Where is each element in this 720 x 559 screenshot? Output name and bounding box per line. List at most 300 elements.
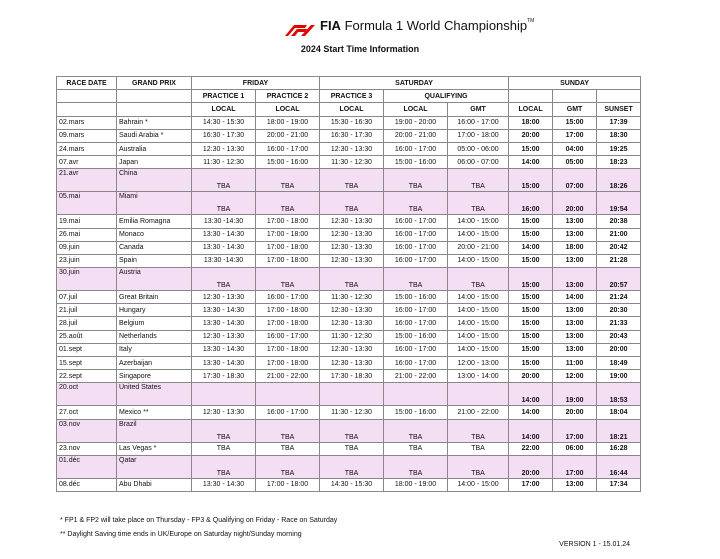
table-row (57, 142, 641, 155)
race-local-cell: 15:00 (509, 330, 553, 343)
race-date-cell: 26.mai (57, 228, 117, 241)
practice-2-cell: 17:00 - 18:00 (256, 215, 320, 228)
qualifying-gmt-cell: TBA (448, 268, 509, 291)
header-practice-1: PRACTICE 1 (192, 90, 256, 103)
qualifying-local-cell: 15:00 - 16:00 (384, 330, 448, 343)
header-local-p2: LOCAL (256, 103, 320, 116)
practice-1-cell: 11:30 - 12:30 (192, 156, 256, 169)
practice-3-cell: TBA (320, 169, 384, 192)
race-gmt-cell: 20:00 (553, 406, 597, 419)
race-date-cell: 09.mars (57, 129, 117, 142)
race-date-cell: 09.juin (57, 241, 117, 254)
header-qualifying: QUALIFYING (384, 90, 509, 103)
qualifying-gmt-cell: 17:00 - 18:00 (448, 129, 509, 142)
qualifying-gmt-cell: 21:00 - 22:00 (448, 406, 509, 419)
grand-prix-cell: Great Britain (117, 291, 192, 304)
race-date-cell: 15.sept (57, 357, 117, 370)
qualifying-gmt-cell: TBA (448, 455, 509, 478)
header-blank (597, 90, 641, 103)
race-local-cell: 14:00 (509, 406, 553, 419)
table-row (57, 370, 641, 383)
grand-prix-cell: Italy (117, 343, 192, 356)
sunset-cell: 20:42 (597, 241, 641, 254)
race-date-cell: 25.août (57, 330, 117, 343)
footnote-dst: ** Daylight Saving time ends in UK/Europe on Saturday night/Sunday morning (60, 531, 302, 538)
header-local-race: LOCAL (509, 103, 553, 116)
grand-prix-cell: Las Vegas * (117, 442, 192, 455)
race-local-cell: 16:00 (509, 192, 553, 215)
qualifying-local-cell: 15:00 - 16:00 (384, 406, 448, 419)
brand-name: Formula 1 World Championship (340, 18, 528, 33)
race-date-cell: 02.mars (57, 116, 117, 129)
practice-2-cell: 17:00 - 18:00 (256, 228, 320, 241)
race-local-cell: 14:00 (509, 383, 553, 406)
version-label: VERSION 1 - 15.01.24 (559, 541, 630, 548)
table-row (57, 343, 641, 356)
qualifying-local-cell: 16:00 - 17:00 (384, 228, 448, 241)
grand-prix-cell: Miami (117, 192, 192, 215)
table-row (57, 169, 641, 192)
table-row (57, 357, 641, 370)
sunset-cell: 18:04 (597, 406, 641, 419)
practice-3-cell: 12:30 - 13:30 (320, 228, 384, 241)
table-row (57, 192, 641, 215)
table-row (57, 455, 641, 478)
practice-3-cell: 12:30 - 13:30 (320, 241, 384, 254)
race-gmt-cell: 13:00 (553, 268, 597, 291)
practice-3-cell: TBA (320, 268, 384, 291)
race-gmt-cell: 15:00 (553, 116, 597, 129)
grand-prix-cell: Netherlands (117, 330, 192, 343)
practice-2-cell: 17:00 - 18:00 (256, 241, 320, 254)
qualifying-gmt-cell: 14:00 - 15:00 (448, 478, 509, 491)
qualifying-gmt-cell: 06:00 - 07:00 (448, 156, 509, 169)
grand-prix-cell: Japan (117, 156, 192, 169)
practice-1-cell: 13:30 - 14:30 (192, 343, 256, 356)
practice-3-cell: TBA (320, 455, 384, 478)
grand-prix-cell: Azerbaijan (117, 357, 192, 370)
practice-1-cell: 12:30 - 13:30 (192, 142, 256, 155)
race-gmt-cell: 19:00 (553, 383, 597, 406)
practice-3-cell: 11:30 - 12:30 (320, 406, 384, 419)
practice-2-cell: 20:00 - 21:00 (256, 129, 320, 142)
sunset-cell: 16:28 (597, 442, 641, 455)
sunset-cell: 20:00 (597, 343, 641, 356)
race-local-cell: 20:00 (509, 455, 553, 478)
grand-prix-cell: United States (117, 383, 192, 406)
qualifying-local-cell (384, 383, 448, 406)
sunset-cell: 18:21 (597, 419, 641, 442)
race-gmt-cell: 11:00 (553, 357, 597, 370)
qualifying-local-cell: TBA (384, 455, 448, 478)
grand-prix-cell: Hungary (117, 304, 192, 317)
sunset-cell: 19:54 (597, 192, 641, 215)
page-subtitle: 2024 Start Time Information (300, 44, 420, 54)
table-row (57, 129, 641, 142)
race-date-cell: 01.sept (57, 343, 117, 356)
practice-2-cell: 15:00 - 16:00 (256, 156, 320, 169)
practice-1-cell: 13:30 -14:30 (192, 254, 256, 267)
table-row (57, 228, 641, 241)
practice-2-cell: 17:00 - 18:00 (256, 317, 320, 330)
practice-1-cell: 13:30 - 14:30 (192, 478, 256, 491)
table-row (57, 478, 641, 491)
race-gmt-cell: 06:00 (553, 442, 597, 455)
grand-prix-cell: Saudi Arabia * (117, 129, 192, 142)
practice-3-cell: 12:30 - 13:30 (320, 357, 384, 370)
race-gmt-cell: 13:00 (553, 215, 597, 228)
practice-3-cell: 12:30 - 13:30 (320, 254, 384, 267)
qualifying-gmt-cell: TBA (448, 192, 509, 215)
qualifying-gmt-cell: 13:00 - 14:00 (448, 370, 509, 383)
practice-1-cell: TBA (192, 419, 256, 442)
practice-3-cell: 14:30 - 15:30 (320, 478, 384, 491)
race-gmt-cell: 17:00 (553, 455, 597, 478)
race-local-cell: 15:00 (509, 254, 553, 267)
race-gmt-cell: 13:00 (553, 228, 597, 241)
practice-3-cell: 16:30 - 17:30 (320, 129, 384, 142)
race-date-cell: 22.sept (57, 370, 117, 383)
race-gmt-cell: 13:00 (553, 304, 597, 317)
grand-prix-cell: Bahrain * (117, 116, 192, 129)
practice-3-cell (320, 383, 384, 406)
qualifying-gmt-cell: 14:00 - 15:00 (448, 317, 509, 330)
race-local-cell: 18:00 (509, 116, 553, 129)
qualifying-gmt-cell: 14:00 - 15:00 (448, 343, 509, 356)
race-gmt-cell: 13:00 (553, 254, 597, 267)
sunset-cell: 18:23 (597, 156, 641, 169)
race-date-cell: 24.mars (57, 142, 117, 155)
race-local-cell: 20:00 (509, 129, 553, 142)
race-date-cell: 07.avr (57, 156, 117, 169)
practice-1-cell: 17:30 - 18:30 (192, 370, 256, 383)
practice-3-cell: 12:30 - 13:30 (320, 142, 384, 155)
sunset-cell: 18:26 (597, 169, 641, 192)
race-local-cell: 15:00 (509, 317, 553, 330)
table-header (57, 77, 641, 117)
table-row (57, 156, 641, 169)
header-gmt-qualifying: GMT (448, 103, 509, 116)
sunset-cell: 16:44 (597, 455, 641, 478)
header-blank (553, 90, 597, 103)
race-local-cell: 14:00 (509, 241, 553, 254)
practice-2-cell: TBA (256, 455, 320, 478)
document-header (0, 14, 720, 54)
sunset-cell: 17:34 (597, 478, 641, 491)
practice-2-cell: 17:00 - 18:00 (256, 343, 320, 356)
practice-3-cell: 11:30 - 12:30 (320, 156, 384, 169)
practice-3-cell: TBA (320, 442, 384, 455)
race-date-cell: 21.avr (57, 169, 117, 192)
header-practice-3: PRACTICE 3 (320, 90, 384, 103)
practice-2-cell: 21:00 - 22:00 (256, 370, 320, 383)
race-local-cell: 15:00 (509, 142, 553, 155)
header-friday: FRIDAY (192, 77, 320, 90)
qualifying-gmt-cell: 14:00 - 15:00 (448, 254, 509, 267)
practice-3-cell: 12:30 - 13:30 (320, 317, 384, 330)
practice-2-cell: 17:00 - 18:00 (256, 478, 320, 491)
practice-1-cell: 12:30 - 13:30 (192, 291, 256, 304)
table-row (57, 254, 641, 267)
qualifying-gmt-cell: 14:00 - 15:00 (448, 304, 509, 317)
grand-prix-cell: Abu Dhabi (117, 478, 192, 491)
practice-1-cell: TBA (192, 442, 256, 455)
qualifying-local-cell: 16:00 - 17:00 (384, 357, 448, 370)
qualifying-local-cell: 16:00 - 17:00 (384, 317, 448, 330)
table-row (57, 268, 641, 291)
race-date-cell: 20.oct (57, 383, 117, 406)
practice-3-cell: 12:30 - 13:30 (320, 304, 384, 317)
trademark-mark: TM (527, 18, 535, 24)
table-row (57, 116, 641, 129)
race-gmt-cell: 13:00 (553, 478, 597, 491)
race-date-cell: 23.juin (57, 254, 117, 267)
sunset-cell: 20:43 (597, 330, 641, 343)
table-row (57, 383, 641, 406)
table-row (57, 442, 641, 455)
race-gmt-cell: 07:00 (553, 169, 597, 192)
race-date-cell: 23.nov (57, 442, 117, 455)
race-local-cell: 14:00 (509, 156, 553, 169)
sunset-cell: 17:39 (597, 116, 641, 129)
grand-prix-cell: Spain (117, 254, 192, 267)
qualifying-local-cell: TBA (384, 192, 448, 215)
sunset-cell: 18:53 (597, 383, 641, 406)
header-blank (117, 103, 192, 116)
race-gmt-cell: 20:00 (553, 192, 597, 215)
sunset-cell: 18:30 (597, 129, 641, 142)
sunset-cell: 21:24 (597, 291, 641, 304)
sunset-cell: 21:33 (597, 317, 641, 330)
qualifying-local-cell: 20:00 - 21:00 (384, 129, 448, 142)
sunset-cell: 20:57 (597, 268, 641, 291)
qualifying-gmt-cell: TBA (448, 169, 509, 192)
practice-2-cell: TBA (256, 169, 320, 192)
grand-prix-cell: Belgium (117, 317, 192, 330)
grand-prix-cell: Brazil (117, 419, 192, 442)
practice-1-cell: 13:30 - 14:30 (192, 241, 256, 254)
header-gmt-race: GMT (553, 103, 597, 116)
grand-prix-cell: Austria (117, 268, 192, 291)
sunset-cell: 19:00 (597, 370, 641, 383)
sunset-cell: 19:25 (597, 142, 641, 155)
practice-1-cell: TBA (192, 455, 256, 478)
header-local-p3: LOCAL (320, 103, 384, 116)
practice-2-cell: 17:00 - 18:00 (256, 304, 320, 317)
qualifying-local-cell: 16:00 - 17:00 (384, 254, 448, 267)
qualifying-gmt-cell: 14:00 - 15:00 (448, 215, 509, 228)
practice-3-cell: 12:30 - 13:30 (320, 215, 384, 228)
qualifying-gmt-cell: 14:00 - 15:00 (448, 291, 509, 304)
qualifying-local-cell: TBA (384, 419, 448, 442)
grand-prix-cell: Canada (117, 241, 192, 254)
race-local-cell: 22:00 (509, 442, 553, 455)
practice-3-cell: 11:30 - 12:30 (320, 330, 384, 343)
race-local-cell: 15:00 (509, 291, 553, 304)
qualifying-local-cell: 15:00 - 16:00 (384, 156, 448, 169)
practice-2-cell: 18:00 - 19:00 (256, 116, 320, 129)
grand-prix-cell: Australia (117, 142, 192, 155)
header-blank (509, 90, 553, 103)
practice-1-cell: 16:30 - 17:30 (192, 129, 256, 142)
sunset-cell: 21:28 (597, 254, 641, 267)
race-local-cell: 20:00 (509, 370, 553, 383)
race-date-cell: 08.déc (57, 478, 117, 491)
brand-fia: FIA (320, 18, 341, 33)
grand-prix-cell: Monaco (117, 228, 192, 241)
table-row (57, 215, 641, 228)
table-row (57, 406, 641, 419)
practice-1-cell: 13:30 - 14:30 (192, 357, 256, 370)
qualifying-local-cell: 15:00 - 16:00 (384, 291, 448, 304)
race-gmt-cell: 17:00 (553, 129, 597, 142)
qualifying-gmt-cell: 14:00 - 15:00 (448, 228, 509, 241)
header-blank (57, 103, 117, 116)
table-row (57, 291, 641, 304)
qualifying-local-cell: 16:00 - 17:00 (384, 304, 448, 317)
grand-prix-cell: China (117, 169, 192, 192)
race-local-cell: 15:00 (509, 357, 553, 370)
grand-prix-cell: Mexico ** (117, 406, 192, 419)
race-local-cell: 15:00 (509, 268, 553, 291)
practice-1-cell (192, 383, 256, 406)
table-row (57, 317, 641, 330)
header-grand-prix: GRAND PRIX (117, 77, 192, 90)
footnote-sprint: * FP1 & FP2 will take place on Thursday - FP3 & Qualifying on Friday - Race on Saturday (60, 517, 338, 524)
practice-3-cell: 11:30 - 12:30 (320, 291, 384, 304)
practice-2-cell: 16:00 - 17:00 (256, 142, 320, 155)
qualifying-gmt-cell: 20:00 - 21:00 (448, 241, 509, 254)
race-local-cell: 15:00 (509, 343, 553, 356)
practice-1-cell: TBA (192, 169, 256, 192)
practice-3-cell: TBA (320, 419, 384, 442)
practice-2-cell: TBA (256, 192, 320, 215)
header-sunday: SUNDAY (509, 77, 641, 90)
race-local-cell: 15:00 (509, 215, 553, 228)
qualifying-local-cell: TBA (384, 268, 448, 291)
qualifying-gmt-cell: 14:00 - 15:00 (448, 330, 509, 343)
f1-logo-icon (285, 22, 319, 36)
practice-2-cell: 17:00 - 18:00 (256, 357, 320, 370)
race-gmt-cell: 13:00 (553, 317, 597, 330)
practice-2-cell: 16:00 - 17:00 (256, 406, 320, 419)
race-gmt-cell: 18:00 (553, 241, 597, 254)
practice-1-cell: TBA (192, 192, 256, 215)
championship-title (320, 18, 534, 33)
race-date-cell: 28.juil (57, 317, 117, 330)
header-blank (117, 90, 192, 103)
qualifying-local-cell: 16:00 - 17:00 (384, 215, 448, 228)
practice-1-cell: 12:30 - 13:30 (192, 406, 256, 419)
header-race-date: RACE DATE (57, 77, 117, 90)
race-gmt-cell: 14:00 (553, 291, 597, 304)
race-date-cell: 27.oct (57, 406, 117, 419)
header-saturday: SATURDAY (320, 77, 509, 90)
qualifying-local-cell: 16:00 - 17:00 (384, 343, 448, 356)
header-local-p1: LOCAL (192, 103, 256, 116)
sunset-cell: 20:38 (597, 215, 641, 228)
practice-3-cell: 17:30 - 18:30 (320, 370, 384, 383)
race-gmt-cell: 05:00 (553, 156, 597, 169)
race-date-cell: 05.mai (57, 192, 117, 215)
practice-1-cell: TBA (192, 268, 256, 291)
practice-1-cell: 13:30 -14:30 (192, 215, 256, 228)
sunset-cell: 20:30 (597, 304, 641, 317)
qualifying-gmt-cell: 16:00 - 17:00 (448, 116, 509, 129)
race-date-cell: 07.juil (57, 291, 117, 304)
race-date-cell: 19.mai (57, 215, 117, 228)
race-gmt-cell: 12:00 (553, 370, 597, 383)
sunset-cell: 18:49 (597, 357, 641, 370)
qualifying-gmt-cell (448, 383, 509, 406)
race-gmt-cell: 13:00 (553, 343, 597, 356)
qualifying-local-cell: TBA (384, 169, 448, 192)
grand-prix-cell: Singapore (117, 370, 192, 383)
practice-3-cell: TBA (320, 192, 384, 215)
practice-2-cell (256, 383, 320, 406)
qualifying-local-cell: 16:00 - 17:00 (384, 142, 448, 155)
qualifying-local-cell: 19:00 - 20:00 (384, 116, 448, 129)
practice-1-cell: 13:30 - 14:30 (192, 228, 256, 241)
practice-3-cell: 12:30 - 13:30 (320, 343, 384, 356)
qualifying-local-cell: 16:00 - 17:00 (384, 241, 448, 254)
sunset-cell: 21:00 (597, 228, 641, 241)
practice-2-cell: TBA (256, 442, 320, 455)
race-local-cell: 14:00 (509, 419, 553, 442)
practice-2-cell: TBA (256, 268, 320, 291)
practice-1-cell: 13:30 - 14:30 (192, 317, 256, 330)
race-date-cell: 01.déc (57, 455, 117, 478)
table-row (57, 241, 641, 254)
table-row (57, 304, 641, 317)
practice-2-cell: TBA (256, 419, 320, 442)
qualifying-local-cell: TBA (384, 442, 448, 455)
practice-2-cell: 17:00 - 18:00 (256, 254, 320, 267)
race-local-cell: 15:00 (509, 169, 553, 192)
header-blank (57, 90, 117, 103)
practice-1-cell: 12:30 - 13:30 (192, 330, 256, 343)
qualifying-gmt-cell: TBA (448, 419, 509, 442)
practice-1-cell: 14:30 - 15:30 (192, 116, 256, 129)
table-body (57, 116, 641, 491)
race-local-cell: 15:00 (509, 304, 553, 317)
start-time-table (56, 76, 641, 492)
race-gmt-cell: 17:00 (553, 419, 597, 442)
practice-1-cell: 13:30 - 14:30 (192, 304, 256, 317)
qualifying-gmt-cell: 05:00 - 06:00 (448, 142, 509, 155)
grand-prix-cell: Qatar (117, 455, 192, 478)
race-local-cell: 15:00 (509, 228, 553, 241)
race-gmt-cell: 04:00 (553, 142, 597, 155)
qualifying-local-cell: 18:00 - 19:00 (384, 478, 448, 491)
qualifying-gmt-cell: 12:00 - 13:00 (448, 357, 509, 370)
qualifying-local-cell: 21:00 - 22:00 (384, 370, 448, 383)
practice-2-cell: 16:00 - 17:00 (256, 330, 320, 343)
header-practice-2: PRACTICE 2 (256, 90, 320, 103)
table-row (57, 330, 641, 343)
race-local-cell: 17:00 (509, 478, 553, 491)
header-sunset: SUNSET (597, 103, 641, 116)
table-row (57, 419, 641, 442)
race-date-cell: 21.juil (57, 304, 117, 317)
qualifying-gmt-cell: TBA (448, 442, 509, 455)
race-date-cell: 30.juin (57, 268, 117, 291)
header-local-qualifying: LOCAL (384, 103, 448, 116)
race-date-cell: 03.nov (57, 419, 117, 442)
grand-prix-cell: Emilia Romagna (117, 215, 192, 228)
race-gmt-cell: 13:00 (553, 330, 597, 343)
practice-2-cell: 16:00 - 17:00 (256, 291, 320, 304)
